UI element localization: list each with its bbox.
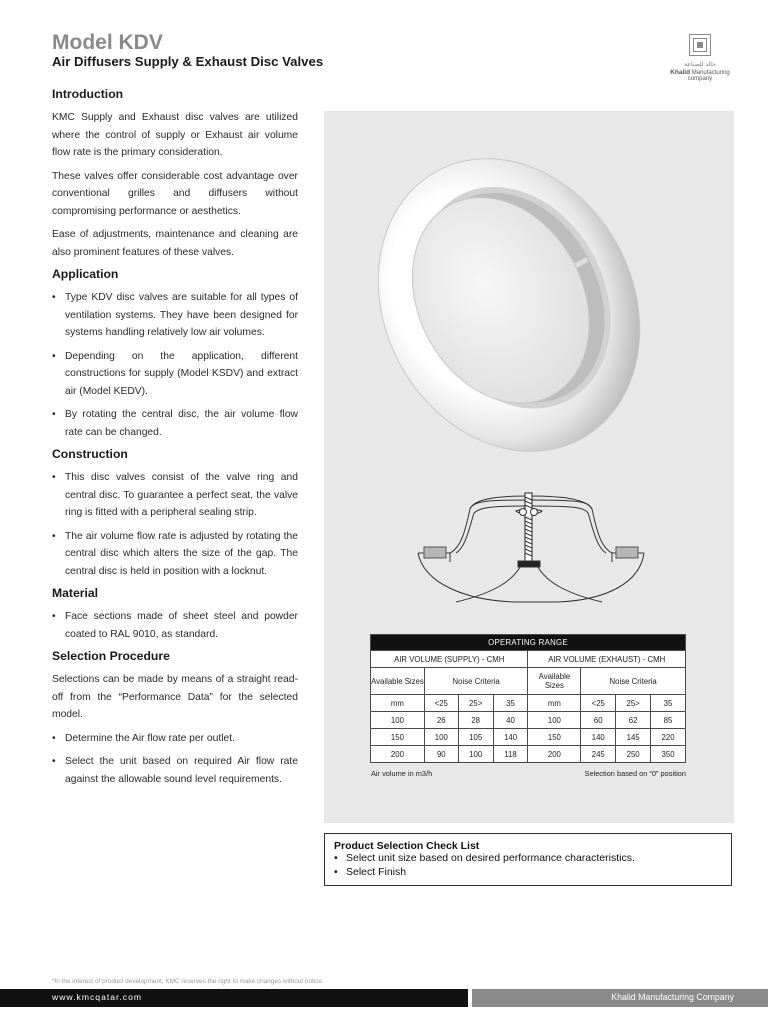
introduction-paragraph-1: KMC Supply and Exhaust disc valves are utilized where the control of supply or Exhaust air volume flow rate is the primary consideration. — [52, 112, 298, 158]
table-cell: 140 — [581, 729, 616, 746]
table-cell: <25 — [424, 695, 458, 712]
construction-list — [52, 469, 298, 580]
table-cell: 220 — [651, 729, 686, 746]
table-cell: 100 — [458, 746, 493, 763]
list-item: • The air volume flow rate is adjusted by rotating the central disc which alters the size of the gap. The central disc is held in position with a locknut. — [52, 528, 298, 581]
table-cell: 150 — [371, 729, 425, 746]
table-cell: mm — [528, 695, 581, 712]
table-cell: 100 — [528, 712, 581, 729]
disc-valve-photo — [328, 113, 690, 498]
page-subtitle: Air Diffusers Supply & Exhaust Disc Valves — [52, 54, 324, 69]
table-row — [371, 729, 686, 746]
material-heading: Material — [52, 586, 99, 600]
footer-company-name: Khalid Manufacturing Company — [611, 992, 734, 1002]
table-cell: 25> — [616, 695, 651, 712]
table-cell: 100 — [371, 712, 425, 729]
table-cell: 40 — [493, 712, 528, 729]
selection-heading: Selection Procedure — [52, 649, 170, 663]
exhaust-header: AIR VOLUME (EXHAUST) - CMH — [528, 651, 686, 668]
table-cell: 105 — [458, 729, 493, 746]
table-row — [371, 695, 686, 712]
list-item: • This disc valves consist of the valve ring and central disc. To guarantee a perfect seat, the valve ring is fitted with a peripheral sealing strip. — [52, 469, 298, 522]
list-item: • Face sections made of sheet steel and powder coated to RAL 9010, as standard. — [52, 608, 298, 643]
selection-checklist — [324, 833, 732, 886]
list-item: • Select the unit based on required Air flow rate against the allowable sound level requirements. — [52, 753, 298, 788]
table-row — [371, 712, 686, 729]
introduction-heading: Introduction — [52, 87, 124, 101]
table-cell: 350 — [651, 746, 686, 763]
table-cell: mm — [371, 695, 425, 712]
application-list — [52, 289, 298, 441]
company-logo — [660, 34, 740, 82]
table-cell: 35 — [651, 695, 686, 712]
table-cell: 200 — [371, 746, 425, 763]
material-list — [52, 608, 298, 643]
table-cell: 100 — [424, 729, 458, 746]
application-heading: Application — [52, 267, 119, 281]
logo-brand: Khalid — [670, 69, 691, 76]
cross-section-diagram — [418, 493, 644, 602]
introduction-paragraph-3: Ease of adjustments, maintenance and cleaning are also prominent features of these valves. — [52, 229, 298, 258]
footer-disclaimer: *In the interest of product development, KMC reserves the right to make changes without notice. — [52, 978, 324, 985]
noise-label-supply: Noise Criteria — [424, 668, 528, 695]
introduction-paragraph-2: These valves offer considerable cost advantage over conventional grilles and diffusers without compromising performance or aesthetics. — [52, 170, 298, 217]
table-cell: 145 — [616, 729, 651, 746]
list-item: • Type KDV disc valves are suitable for all types of ventilation systems. They have been designed for systems handling relatively low air volumes. — [52, 289, 298, 342]
left-column — [52, 87, 298, 788]
table-title: OPERATING RANGE — [371, 635, 686, 651]
table-cell: 140 — [493, 729, 528, 746]
noise-label-exhaust: Noise Criteria — [581, 668, 686, 695]
logo-english-text — [660, 69, 740, 82]
construction-heading: Construction — [52, 447, 128, 461]
table-cell: 200 — [528, 746, 581, 763]
table-cell: 62 — [616, 712, 651, 729]
table-cell: 60 — [581, 712, 616, 729]
operating-range-table — [370, 634, 686, 763]
table-cell: 90 — [424, 746, 458, 763]
selection-list — [52, 730, 298, 789]
footer-website-link[interactable]: www.kmcqatar.com — [52, 992, 143, 1002]
list-item: • Depending on the application, different constructions for supply (Model KSDV) and extract air (Model KEDV). — [52, 348, 298, 401]
table-cell: <25 — [581, 695, 616, 712]
table-note-units: Air volume in m3/h — [371, 769, 433, 778]
selection-paragraph: Selections can be made by means of a straight read-off from the “Performance Data” for the selected model. — [52, 674, 298, 720]
logo-tagline: Manufacturing company — [687, 70, 730, 82]
list-item: • Determine the Air flow rate per outlet. — [52, 730, 298, 748]
supply-header: AIR VOLUME (SUPPLY) - CMH — [371, 651, 528, 668]
table-cell: 118 — [493, 746, 528, 763]
list-item: • By rotating the central disc, the air volume flow rate can be changed. — [52, 406, 298, 441]
sizes-label-exhaust: Available Sizes — [528, 668, 581, 695]
table-cell: 26 — [424, 712, 458, 729]
checklist-item: • Select unit size based on desired performance characteristics. — [334, 852, 722, 866]
logo-square-icon — [689, 34, 711, 56]
table-row — [371, 746, 686, 763]
table-cell: 250 — [616, 746, 651, 763]
table-cell: 28 — [458, 712, 493, 729]
table-cell: 245 — [581, 746, 616, 763]
checklist-item: • Select Finish — [334, 866, 722, 880]
logo-arabic-text: خالد للصناعة — [684, 62, 716, 68]
table-note-selection: Selection based on “0” position — [584, 769, 686, 778]
table-cell: 25> — [458, 695, 493, 712]
table-cell: 35 — [493, 695, 528, 712]
table-cell: 150 — [528, 729, 581, 746]
page-title: Model KDV — [52, 31, 163, 54]
table-cell: 85 — [651, 712, 686, 729]
sizes-label-supply: Available Sizes — [371, 668, 425, 695]
checklist-title: Product Selection Check List — [334, 840, 480, 852]
